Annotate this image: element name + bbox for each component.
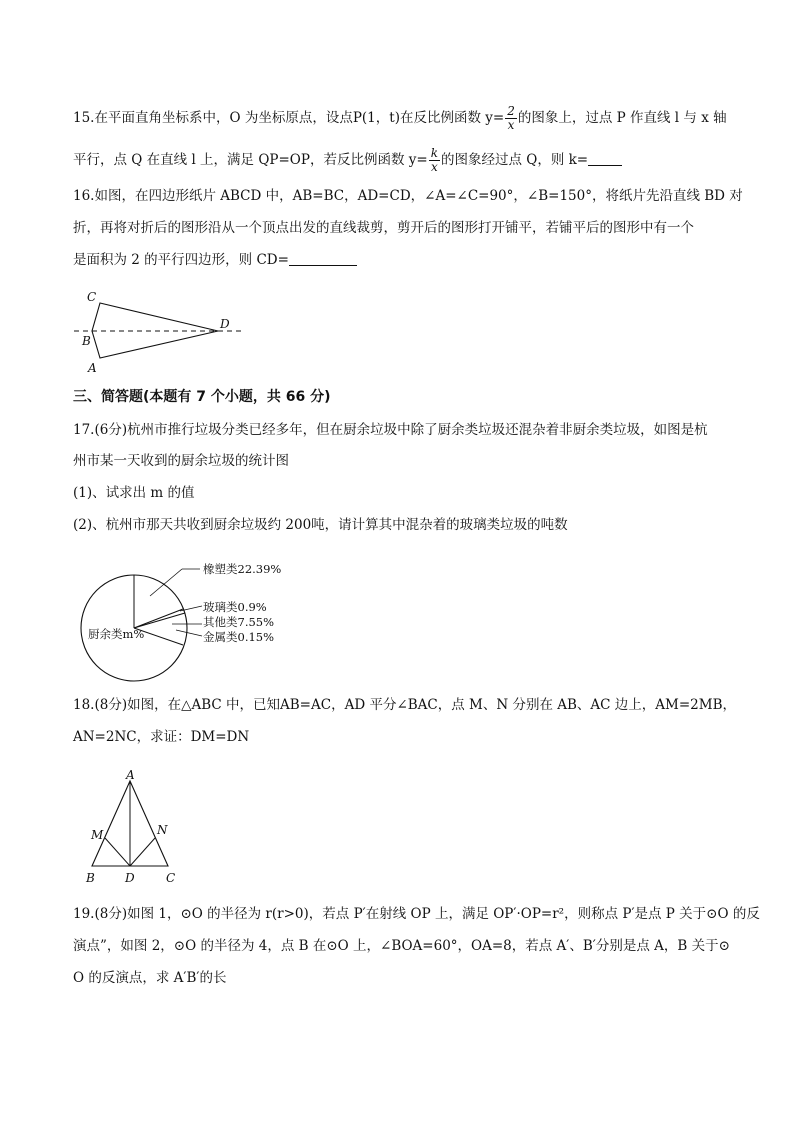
pie-label-metal: 金属类0.15%	[203, 630, 275, 644]
q17-subquestion-2: (2)、杭州市那天共收到厨余垃圾约 200吨，请计算其中混杂着的玻璃类垃圾的吨数	[73, 517, 568, 533]
q19-line-1: 19.(8分)如图 1，⊙O 的半径为 r(r>0)，若点 P′在射线 OP 上，满足 OP′·OP=r²，则称点 P′是点 P 关于⊙O 的反	[73, 906, 760, 922]
q17-line-2: 州市某一天收到的厨余垃圾的统计图	[73, 453, 289, 469]
label-b: B	[82, 334, 91, 348]
pie-label-glass: 玻璃类0.9%	[203, 600, 267, 614]
label-n: N	[157, 823, 168, 837]
q15-fraction-1-denominator: x	[507, 118, 515, 132]
q15-text-a: 15.在平面直角坐标系中，O 为坐标原点，设点P(1，t)在反比例函数 y=	[73, 110, 505, 126]
segment-md	[105, 838, 130, 866]
pie-label-other: 其他类7.55%	[203, 615, 275, 629]
label-c: C	[166, 871, 176, 885]
label-b: B	[86, 871, 95, 885]
q18-line-1: 18.(8分)如图，在△ABC 中，已知AB=AC，AD 平分∠BAC，点 M、N 分别在 AB、AC 边上，AM=2MB，	[73, 697, 737, 713]
label-d: D	[125, 871, 135, 885]
q16-line-1: 16.如图，在四边形纸片 ABCD 中，AB=BC，AD=CD，∠A=∠C=90°，∠B=150°，将纸片先沿直线 BD 对	[73, 188, 743, 204]
label-c: C	[87, 290, 97, 304]
q18-line-2: AN=2NC，求证：DM=DN	[73, 729, 250, 745]
q19-line-2: 演点”，如图 2，⊙O 的半径为 4，点 B 在⊙O 上，∠BOA=60°，OA=8，若点 A′、B′分别是点 A，B 关于⊙	[73, 938, 730, 954]
segment-nd	[130, 838, 155, 866]
q15-fraction-2-numerator: k	[430, 146, 438, 160]
q15-text-d: 的图象经过点 Q，则 k=	[440, 152, 589, 168]
q15-fraction-1-numerator: 2	[507, 104, 515, 118]
q16-text: 是面积为 2 的平行四边形，则 CD=	[73, 252, 289, 268]
label-m: M	[91, 828, 104, 842]
label-a: A	[126, 768, 135, 782]
label-d: D	[220, 317, 230, 331]
q15-fraction-2-denominator: x	[430, 160, 438, 174]
q19-line-3: O 的反演点，求 A′B′的长	[73, 970, 227, 986]
section-3-title: 三、简答题(本题有 7 个小题，共 66 分)	[73, 389, 331, 405]
pie-label-kitchen: 厨余类m%	[88, 627, 145, 641]
q16-line-2: 折，再将对折后的图形沿从一个顶点出发的直线裁剪，剪开后的图形打开铺平，若铺平后的图形中有一个	[73, 220, 694, 236]
q17-subquestion-1: (1)、试求出 m 的值	[73, 485, 195, 501]
q15-text-c: 平行，点 Q 在直线 l 上，满足 QP=OP，若反比例函数 y=	[73, 152, 428, 168]
pie-label-plastic: 橡塑类22.39%	[203, 562, 282, 576]
q15-text-b: 的图象上，过点 P 作直线 l 与 x 轴	[517, 110, 727, 126]
label-a: A	[88, 361, 97, 375]
q17-line-1: 17.(6分)杭州市推行垃圾分类已经多年，但在厨余垃圾中除了厨余类垃圾还混杂着非厨余类垃圾，如图是杭	[73, 422, 708, 438]
